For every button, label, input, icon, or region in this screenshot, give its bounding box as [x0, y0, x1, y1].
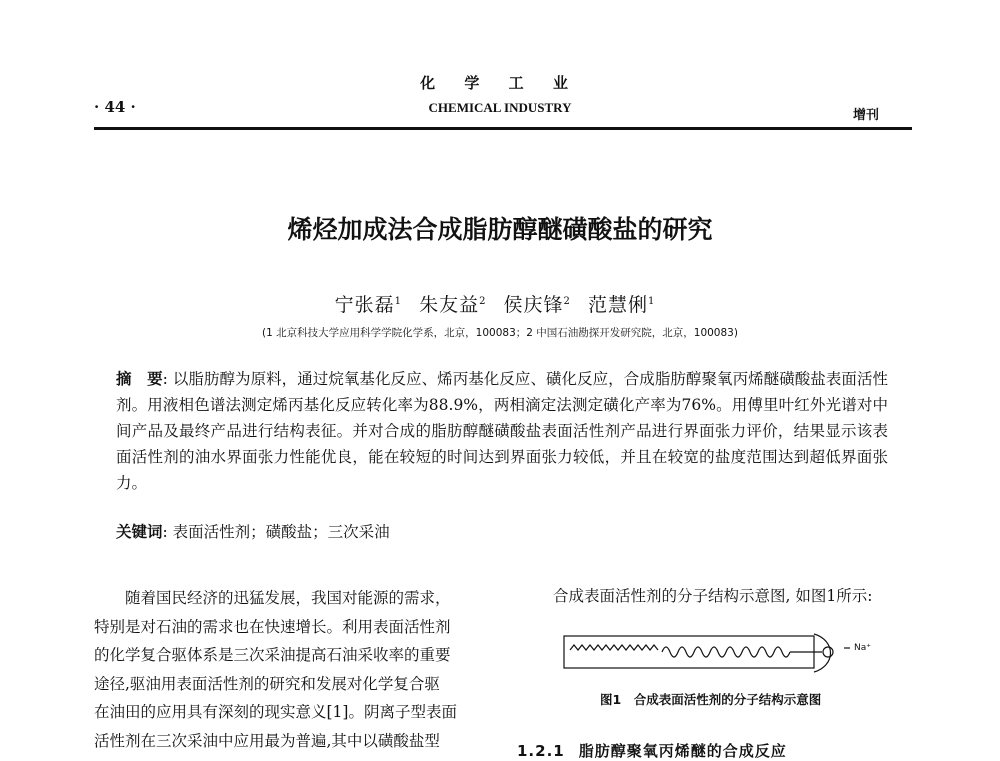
- journal-title-cn: 化 学 工 业: [420, 74, 580, 92]
- author-name: 侯庆锋: [503, 294, 564, 316]
- body-line: 特别是对石油的需求也在快速增长。利用表面活性剂: [94, 617, 451, 636]
- author-affiliation-mark: 2: [479, 295, 487, 307]
- alkyl-chain-zigzag: [570, 645, 658, 650]
- body-line: 的化学复合驱体系是三次采油提高石油采收率的重要: [94, 646, 451, 664]
- hydrophobic-tail-outline: [564, 636, 814, 668]
- body-line: 途径,驱油用表面活性剂的研究和发展对化学复合驱: [94, 674, 440, 693]
- keywords-label: 关键词: [116, 523, 163, 541]
- keywords-text: : 表面活性剂；磺酸盐；三次采油: [162, 523, 390, 541]
- author-name: 朱友益: [419, 294, 480, 316]
- body-column-right-text: 合成表面活性剂的分子结构示意图, 如图1所示:: [553, 587, 873, 605]
- abstract-label: 摘 要: [116, 370, 163, 388]
- page-number: · 44 ·: [94, 98, 136, 116]
- issue-label: 增刊: [853, 108, 880, 123]
- body-line: 随着国民经济的迅猛发展，我国对能源的需求，: [125, 589, 451, 607]
- molecule-structure-diagram: [560, 626, 890, 684]
- molecule-figure: [560, 626, 890, 688]
- polyoxypropylene-chain: [662, 647, 790, 657]
- article-title: 烯烃加成法合成脂肪醇醚磺酸盐的研究: [287, 215, 713, 244]
- author-affiliation-mark: 2: [563, 295, 571, 307]
- abstract: [116, 366, 888, 496]
- author-affiliation-mark: 1: [394, 295, 403, 307]
- sulfonate-group: [823, 647, 833, 657]
- figure-caption: 图1 合成表面活性剂的分子结构示意图: [600, 692, 822, 707]
- section-number: 1.2.1: [517, 742, 565, 760]
- section-title: 脂肪醇聚氧丙烯醚的合成反应: [578, 742, 787, 760]
- journal-title-en: CHEMICAL INDUSTRY: [428, 100, 572, 115]
- header-rule: [94, 127, 912, 130]
- body-paragraph: [94, 584, 492, 613]
- affiliation: (1 北京科技大学应用科学学院化学系，北京，100083；2 中国石油勘探开发研究院，北京，100083): [262, 327, 738, 339]
- body-line: 活性剂在三次采油中应用最为普遍,其中以磺酸盐型: [94, 731, 440, 750]
- keywords: [116, 520, 390, 542]
- author-name: 范慧俐: [587, 294, 648, 316]
- author-affiliation-mark: 1: [647, 295, 656, 307]
- body-column-left: [94, 584, 492, 755]
- hydrophilic-head-outline: [814, 634, 831, 672]
- body-line: 在油田的应用具有深刻的现实意义[1]。阴离子型表面: [94, 703, 457, 721]
- sodium-counterion: Na⁺: [854, 643, 871, 653]
- author-list: [0, 290, 1000, 317]
- abstract-text: : 以脂肪醇为原料，通过烷氧基化反应、烯丙基化反应、磺化反应，合成脂肪醇聚氧丙烯醚磺酸盐表面活性剂。用液相色谱法测定烯丙基化反应转化率为88.9%，两相滴定法测定磺化产率为76%。用傅里叶红外光谱对中间产品及最终产品进行结构表征。并对合成的脂肪醇醚磺酸盐表面活性剂产品进行界面张力评价，结果显示该表面活性剂的油水界面张力性能优良，能在较短的时间达到界面张力较低，并且在较宽的盐度范围达到超低界面张力。: [116, 370, 888, 492]
- author-name: 宁张磊: [334, 294, 395, 316]
- section-heading: [517, 740, 787, 761]
